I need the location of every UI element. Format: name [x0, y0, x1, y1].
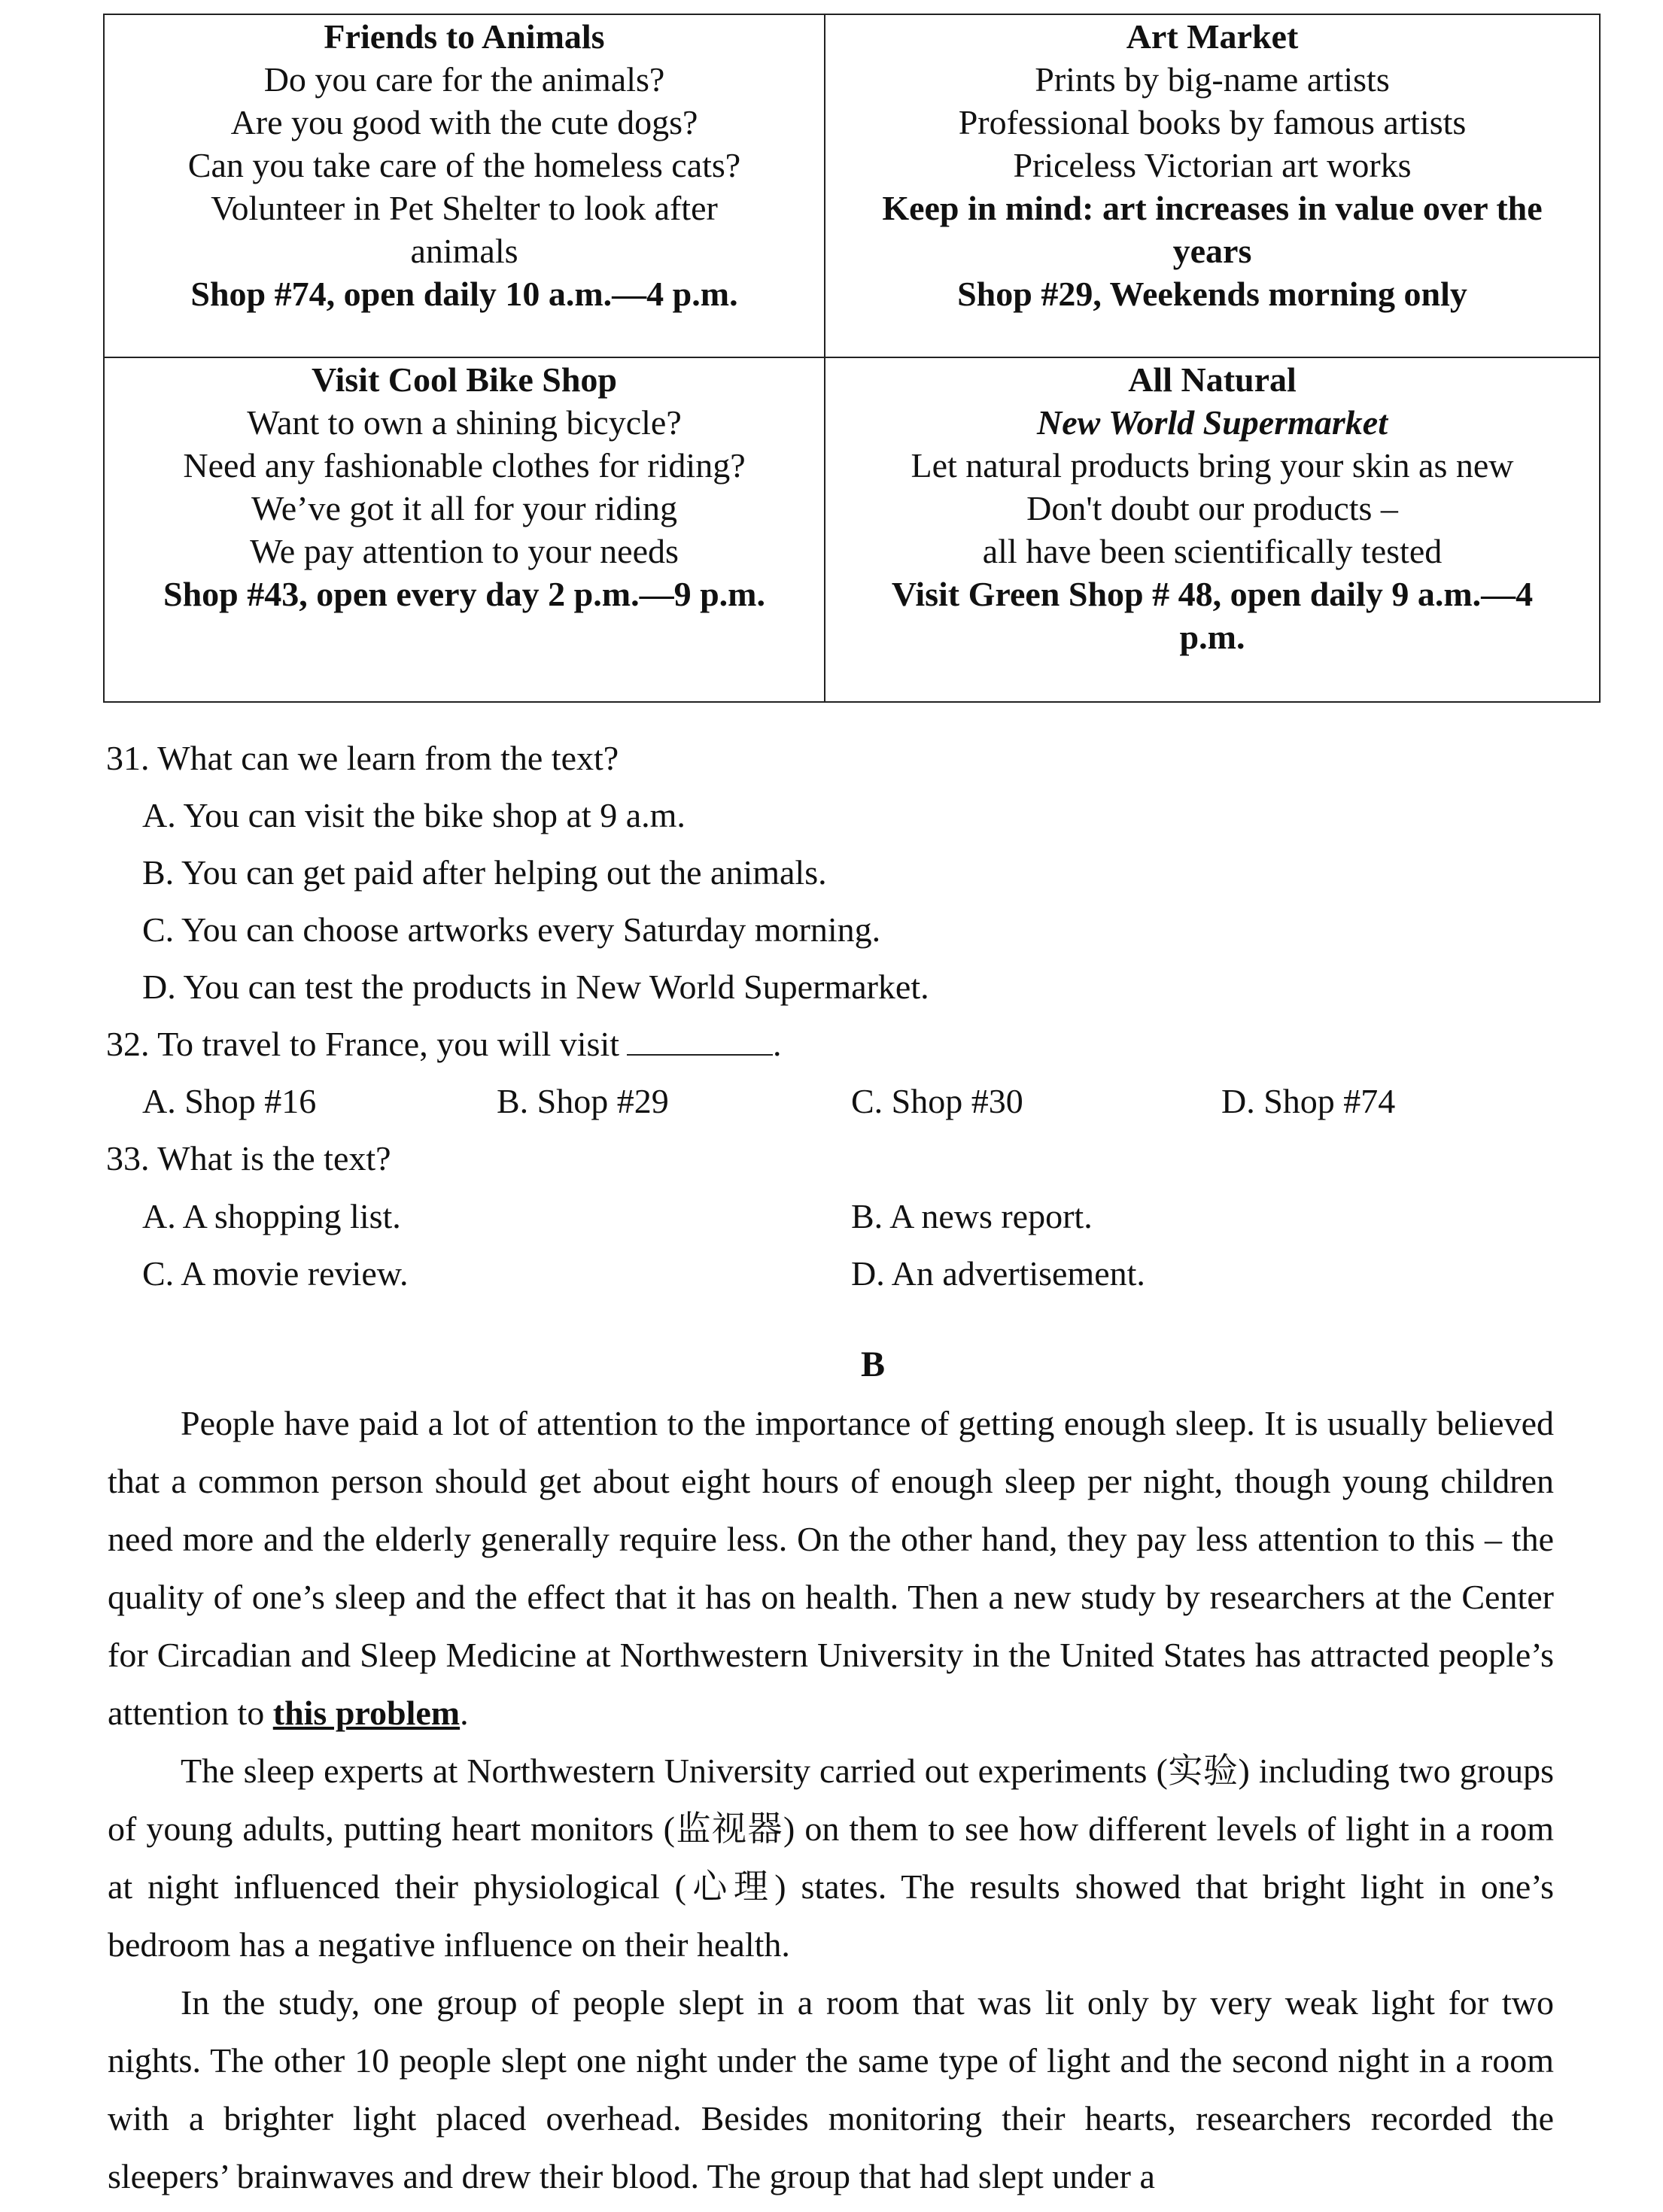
question-33-option-c: C. A movie review. [142, 1254, 409, 1293]
ad-friends-to-animals [104, 14, 825, 357]
ad-all-natural [825, 357, 1600, 702]
ad-footer: p.m. [1179, 618, 1245, 656]
ad-line: Can you take care of the homeless cats? [187, 146, 741, 184]
question-33-stem: 33. What is the text? [106, 1139, 391, 1177]
question-31-stem: 31. What can we learn from the text? [106, 739, 619, 777]
ad-line: Priceless Victorian art works [1013, 146, 1412, 184]
ad-line: Professional books by famous artists [958, 103, 1467, 141]
ad-footer: Visit Green Shop # 48, open daily 9 a.m.—4 [891, 575, 1534, 613]
ad-line: Volunteer in Pet Shelter to look after [211, 189, 718, 227]
ad-line: all have been scientifically tested [982, 532, 1443, 570]
ad-line: We’ve got it all for your riding [251, 489, 678, 527]
ad-footer: Shop #29, Weekends morning only [957, 275, 1467, 313]
ad-line: Don't doubt our products – [1026, 489, 1398, 527]
question-31-option-c: C. You can choose artworks every Saturday morning. [142, 910, 881, 949]
question-33-option-b: B. A news report. [851, 1197, 1093, 1235]
paragraph-1 [108, 1394, 1554, 1742]
question-32-text: 32. To travel to France, you will visit [106, 1025, 620, 1063]
ad-line: Do you care for the animals? [263, 60, 665, 99]
paragraph-1-end: . [460, 1694, 469, 1732]
ad-line: Are you good with the cute dogs? [230, 103, 698, 141]
paragraph-3: In the study, one group of people slept in a room that was lit only by very weak light for two nights. The other 10 people slept one night under the same type of light and the second night in a room with a brighter light placed overhead. Besides monitoring their hearts, researchers recorded the sleepers’ brainwaves and drew their blood. The group that had slept under a [108, 1983, 1554, 2195]
ad-title: Art Market [1126, 17, 1299, 56]
question-31-option-a: A. You can visit the bike shop at 9 a.m. [142, 796, 686, 834]
ad-line: Let natural products bring your skin as new [911, 446, 1514, 485]
ad-bold-line: years [1172, 232, 1252, 270]
ads-table [103, 14, 1601, 703]
ad-footer: Shop #74, open daily 10 a.m.—4 p.m. [190, 275, 738, 313]
question-32-stem [106, 1023, 782, 1065]
question-32-option-a: A. Shop #16 [142, 1082, 317, 1120]
question-31-option-d: D. You can test the products in New World Supermarket. [142, 968, 929, 1006]
question-33-option-a: A. A shopping list. [142, 1197, 401, 1235]
ad-title: Visit Cool Bike Shop [311, 360, 617, 399]
ad-art-market [825, 14, 1600, 357]
ad-bold-line: Keep in mind: art increases in value over the [882, 189, 1543, 227]
ad-line: animals [410, 232, 518, 270]
paragraph-1-text: People have paid a lot of attention to the importance of getting enough sleep. It is usually believed that a common person should get about eight hours of enough sleep per night, though young children need more and the elderly generally require less. On the other hand, they pay less attention to this – the quality of one’s sleep and the effect that it has on health. Then a new study by researchers at the Center for Circadian and Sleep Medicine at Northwestern University in the United States has attracted people’s attention to [108, 1404, 1554, 1732]
question-32-option-b: B. Shop #29 [497, 1082, 669, 1120]
question-31-option-b: B. You can get paid after helping out the animals. [142, 853, 827, 892]
question-33-option-d: D. An advertisement. [851, 1254, 1145, 1293]
underlined-phrase: this problem [272, 1694, 461, 1732]
ad-line: Need any fashionable clothes for riding? [183, 446, 746, 485]
ad-title: All Natural [1128, 360, 1297, 399]
ad-title: Friends to Animals [324, 17, 605, 56]
question-32-option-c: C. Shop #30 [851, 1082, 1023, 1120]
ad-line: We pay attention to your needs [250, 532, 679, 570]
ad-subtitle: New World Supermarket [1036, 403, 1388, 442]
answer-blank [627, 1024, 773, 1056]
section-title: B [860, 1345, 885, 1384]
paragraph-2: The sleep experts at Northwestern University carried out experiments (实验) including two groups of young adults, putting heart monitors (监视器) on them to see how different levels of light in a room at night influenced their physiological (心理) states. The results showed that bright light in one’s bedroom has a negative influence on their health. [108, 1752, 1554, 1964]
ad-footer: Shop #43, open every day 2 p.m.—9 p.m. [163, 575, 765, 613]
ad-line: Want to own a shining bicycle? [247, 403, 682, 442]
ad-line: Prints by big-name artists [1035, 60, 1390, 99]
question-32-period: . [773, 1025, 782, 1063]
ad-cool-bike-shop [104, 357, 825, 702]
question-32-option-d: D. Shop #74 [1221, 1082, 1396, 1120]
passage-b [108, 1394, 1554, 2205]
